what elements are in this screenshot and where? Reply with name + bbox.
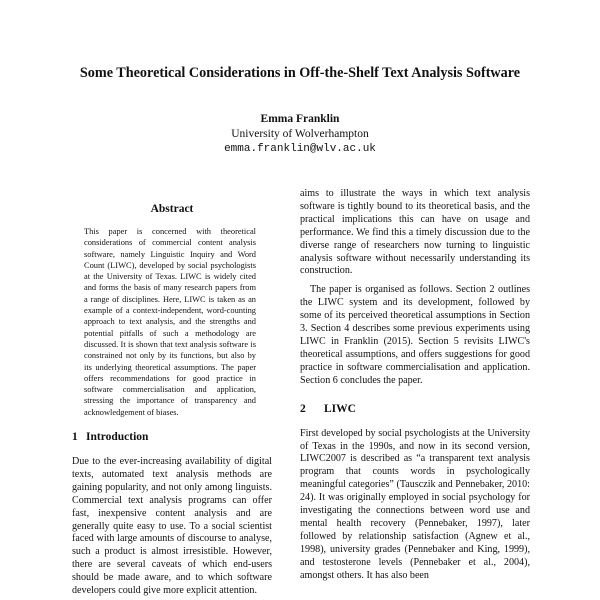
paper-title: Some Theoretical Considerations in Off-the-Shelf Text Analysis Software bbox=[79, 65, 521, 81]
author-block bbox=[0, 112, 600, 157]
section-2-heading bbox=[300, 402, 530, 416]
author-email: emma.franklin@wlv.ac.uk bbox=[224, 143, 376, 155]
section-1-title: Introduction bbox=[86, 431, 149, 444]
section-2-title: LIWC bbox=[324, 402, 356, 415]
right-column bbox=[300, 188, 530, 582]
abstract-text: This paper is concerned with theoretical considerations of commercial content analysis software, namely Linguistic Inquiry and Word Count (LIWC), developed by social psychologists at the University of Texas. LIWC is widely cited and forms the basis of many research papers from a range of disciplines. Here, LIWC is taken as an example of a context-independent, word-counting approach to text analysis, and the strengths and potential pitfalls of such a methodology are discussed. It is shown that text analysis software is constrained not only by its functions, but also by its underlying theoretical assumptions. The paper offers recommendations for good practice in software commercialisation and application, stressing the importance of transparency and acknowledgement of biases. bbox=[84, 227, 256, 417]
section-1-heading bbox=[72, 430, 272, 444]
left-column bbox=[72, 196, 272, 598]
intro-continuation-paragraph: aims to illustrate the ways in which text analysis software is tightly bound to its theoretical basis, and the practical implications this can have on usage and performance. We find this a timely discussion due to the diverse range of researchers now turning to linguistic analysis software without necessarily understanding its construction. bbox=[300, 188, 530, 277]
abstract-heading: Abstract bbox=[150, 203, 194, 215]
section-2-number: 2 bbox=[300, 402, 306, 415]
section-1-paragraph: Due to the ever-increasing availability of digital texts, automated text analysis methods are gaining popularity, and not only among linguists. Commercial text analysis programs can offer fast, inexpensive content analysis and are generally quite easy to use. To a social scientist faced with large amounts of discourse to analyse, such a product is almost irresistible. However, there are several caveats of which end-users should be made aware, and to which software developers could give more explicit attention. bbox=[72, 456, 272, 597]
section-2-paragraph: First developed by social psychologists at the University of Texas in the 1990s, and now in its second version, LIWC2007 is described as “a transparent text analysis program that counts words in psychologically meaningful categories” (Tausczik and Pennebaker, 2010: 24). It was originally employed in social psychology for investigating the connections between word use and mental health recovery (Pennebaker, 1997), later followed by relationship satisfaction (Agnew et al., 1998), university grades (Pennebaker and King, 1999), and testosterone levels (Pennebaker et al., 2004), amongst others. It has also been bbox=[300, 427, 530, 581]
paper-outline-paragraph: The paper is organised as follows. Section 2 outlines the LIWC system and its development, followed by some of its perceived theoretical assumptions in Section 3. Section 4 describes some previous experiments using LIWC in Franklin (2015). Section 5 revisits LIWC's theoretical assumptions, and offers suggestions for good practice in software commercialisation and application. Section 6 concludes the paper. bbox=[300, 284, 530, 386]
author-affiliation: University of Wolverhampton bbox=[231, 128, 369, 140]
author-name: Emma Franklin bbox=[260, 113, 340, 125]
section-1-number: 1 bbox=[72, 431, 78, 444]
